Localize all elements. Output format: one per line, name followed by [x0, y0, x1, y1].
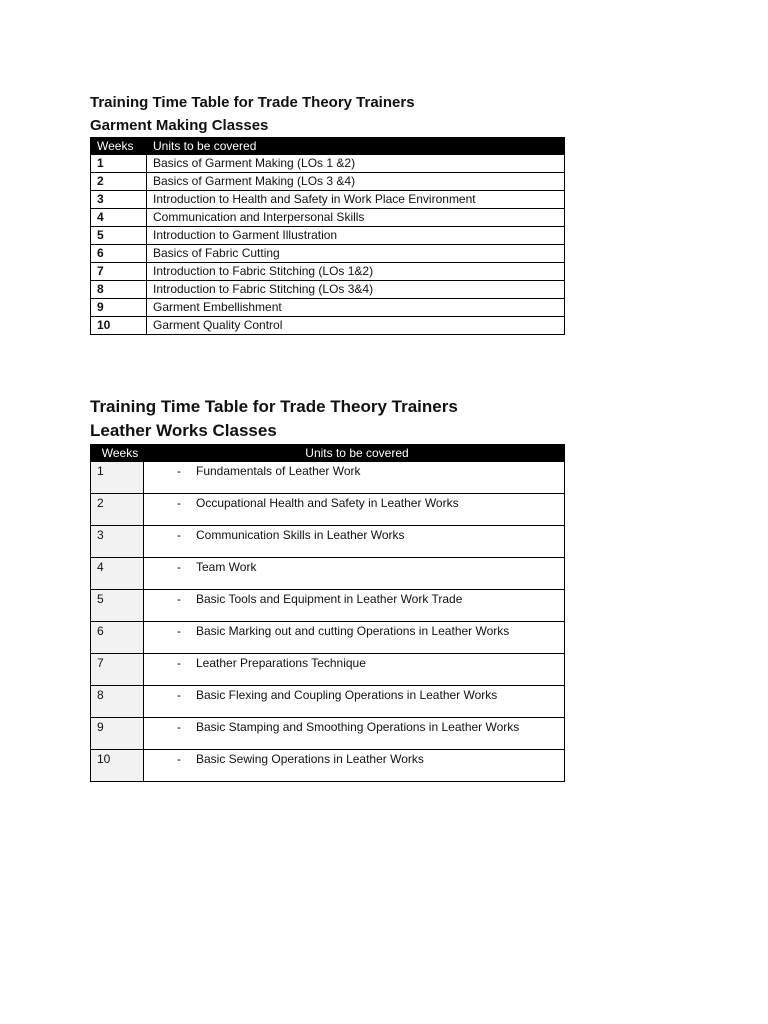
- week-cell: 9: [91, 718, 144, 750]
- table-row: [91, 317, 565, 335]
- table-row: [91, 558, 565, 590]
- bullet-dash: -: [177, 496, 181, 510]
- week-cell: 8: [91, 686, 144, 718]
- unit-text: Occupational Health and Safety in Leather Works: [196, 496, 459, 510]
- week-cell: 2: [91, 494, 144, 526]
- unit-text: Leather Preparations Technique: [196, 656, 366, 670]
- table-row: [91, 245, 565, 263]
- leather-title: Training Time Table for Trade Theory Trainers: [90, 397, 458, 416]
- week-cell: 1: [91, 462, 144, 494]
- week-cell: 5: [91, 590, 144, 622]
- leather-subtitle: Leather Works Classes: [90, 421, 277, 440]
- unit-cell: Introduction to Fabric Stitching (LOs 3&4): [147, 281, 565, 299]
- bullet-dash: -: [177, 752, 181, 766]
- unit-cell: [144, 462, 565, 494]
- unit-cell: Communication and Interpersonal Skills: [147, 209, 565, 227]
- table-row: [91, 191, 565, 209]
- unit-text: Basic Sewing Operations in Leather Works: [196, 752, 424, 766]
- unit-text: Basic Flexing and Coupling Operations in Leather Works: [196, 688, 498, 702]
- unit-cell: [144, 686, 565, 718]
- bullet-dash: -: [177, 720, 181, 734]
- unit-cell: Introduction to Fabric Stitching (LOs 1&2): [147, 263, 565, 281]
- unit-cell: [144, 718, 565, 750]
- header-units: Units to be covered: [147, 138, 565, 155]
- unit-cell: Garment Embellishment: [147, 299, 565, 317]
- unit-text: Fundamentals of Leather Work: [196, 464, 361, 478]
- table-row: [91, 173, 565, 191]
- week-cell: 5: [91, 227, 147, 245]
- table-row: [91, 654, 565, 686]
- unit-text: Basic Marking out and cutting Operations in Leather Works: [196, 624, 510, 638]
- table-row: [91, 590, 565, 622]
- week-cell: 7: [91, 654, 144, 686]
- bullet-dash: -: [177, 624, 181, 638]
- unit-cell: [144, 526, 565, 558]
- unit-text: Basic Tools and Equipment in Leather Work Trade: [196, 592, 463, 606]
- unit-cell: Introduction to Garment Illustration: [147, 227, 565, 245]
- bullet-dash: -: [177, 464, 181, 478]
- header-units: Units to be covered: [144, 445, 565, 462]
- week-cell: 10: [91, 317, 147, 335]
- table-row: [91, 750, 565, 782]
- unit-cell: [144, 622, 565, 654]
- week-cell: 2: [91, 173, 147, 191]
- week-cell: 4: [91, 558, 144, 590]
- bullet-dash: -: [177, 528, 181, 542]
- table-row: [91, 281, 565, 299]
- table-row: [91, 462, 565, 494]
- table-row: [91, 209, 565, 227]
- week-cell: 9: [91, 299, 147, 317]
- header-weeks: Weeks: [91, 445, 144, 462]
- header-weeks: Weeks: [91, 138, 147, 155]
- garment-subtitle: Garment Making Classes: [90, 117, 269, 134]
- table-header-row: [91, 445, 565, 462]
- unit-cell: Basics of Garment Making (LOs 3 &4): [147, 173, 565, 191]
- unit-cell: Introduction to Health and Safety in Work Place Environment: [147, 191, 565, 209]
- bullet-dash: -: [177, 656, 181, 670]
- unit-cell: [144, 494, 565, 526]
- unit-cell: [144, 654, 565, 686]
- table-header-row: [91, 138, 565, 155]
- bullet-dash: -: [177, 560, 181, 574]
- unit-cell: Basics of Garment Making (LOs 1 &2): [147, 155, 565, 173]
- week-cell: 6: [91, 245, 147, 263]
- unit-text: Communication Skills in Leather Works: [196, 528, 405, 542]
- unit-text: Team Work: [196, 560, 257, 574]
- table-row: [91, 227, 565, 245]
- week-cell: 1: [91, 155, 147, 173]
- week-cell: 3: [91, 191, 147, 209]
- bullet-dash: -: [177, 688, 181, 702]
- week-cell: 8: [91, 281, 147, 299]
- unit-cell: Basics of Fabric Cutting: [147, 245, 565, 263]
- table-row: [91, 622, 565, 654]
- leather-timetable: [90, 444, 565, 782]
- week-cell: 4: [91, 209, 147, 227]
- unit-text: Basic Stamping and Smoothing Operations in Leather Works: [196, 720, 520, 734]
- week-cell: 10: [91, 750, 144, 782]
- table-row: [91, 718, 565, 750]
- unit-cell: Garment Quality Control: [147, 317, 565, 335]
- week-cell: 6: [91, 622, 144, 654]
- garment-timetable: [90, 137, 565, 335]
- week-cell: 3: [91, 526, 144, 558]
- unit-cell: [144, 590, 565, 622]
- table-row: [91, 299, 565, 317]
- garment-title: Training Time Table for Trade Theory Trainers: [90, 94, 415, 111]
- table-row: [91, 263, 565, 281]
- table-row: [91, 155, 565, 173]
- table-row: [91, 686, 565, 718]
- week-cell: 7: [91, 263, 147, 281]
- unit-cell: [144, 558, 565, 590]
- unit-cell: [144, 750, 565, 782]
- table-row: [91, 494, 565, 526]
- table-row: [91, 526, 565, 558]
- bullet-dash: -: [177, 592, 181, 606]
